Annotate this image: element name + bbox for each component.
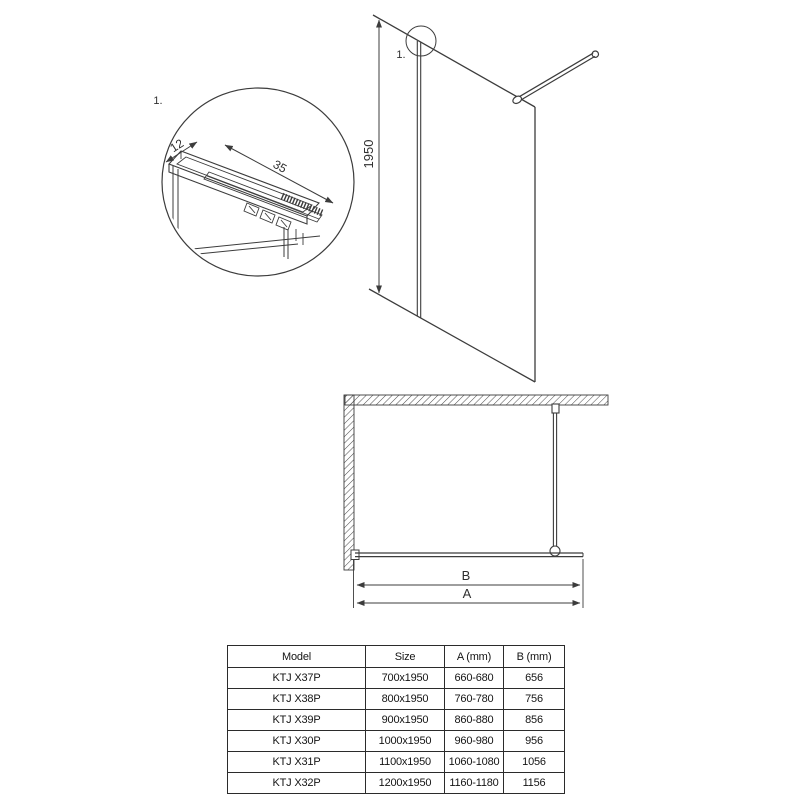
dimension-b-label: B bbox=[461, 568, 471, 583]
profile-width-dimension bbox=[166, 136, 197, 162]
cell-model: KTJ X30P bbox=[228, 731, 366, 752]
wall-profile-detail bbox=[169, 151, 322, 259]
cell-size: 800x1950 bbox=[366, 689, 445, 710]
spec-row bbox=[228, 773, 565, 794]
cell-size: 1000x1950 bbox=[366, 731, 445, 752]
spec-row bbox=[228, 668, 565, 689]
cell-model: KTJ X37P bbox=[228, 668, 366, 689]
height-dimension-label: 1950 bbox=[361, 139, 376, 169]
plan-wall-left bbox=[344, 395, 354, 570]
front-callout-label: 1. bbox=[396, 49, 406, 61]
detail-callout-view bbox=[153, 88, 354, 276]
spec-row bbox=[228, 689, 565, 710]
spec-row bbox=[228, 710, 565, 731]
cell-model: KTJ X31P bbox=[228, 752, 366, 773]
panel-top-edge bbox=[373, 15, 535, 107]
profile-length-label: 35 bbox=[270, 157, 290, 176]
panel-bottom-edge bbox=[369, 289, 535, 382]
cell-b-mm: 1156 bbox=[504, 773, 565, 794]
support-bar-end-cap bbox=[592, 51, 598, 57]
spec-table bbox=[227, 645, 565, 794]
header-b-mm: B (mm) bbox=[504, 646, 565, 668]
header-model: Model bbox=[228, 646, 366, 668]
cell-b-mm: 756 bbox=[504, 689, 565, 710]
detail-callout-label: 1. bbox=[153, 95, 163, 107]
spec-table-body bbox=[228, 668, 565, 794]
plan-glass-panel bbox=[351, 550, 583, 560]
header-a-mm: A (mm) bbox=[445, 646, 504, 668]
cell-size: 1100x1950 bbox=[366, 752, 445, 773]
plan-support-bar bbox=[550, 404, 560, 556]
cell-a-mm: 1060-1080 bbox=[445, 752, 504, 773]
cell-model: KTJ X32P bbox=[228, 773, 366, 794]
spec-row bbox=[228, 731, 565, 752]
toothed-strip bbox=[282, 196, 322, 213]
glass-panel-outline bbox=[369, 15, 535, 382]
plan-wall-top bbox=[345, 395, 608, 405]
plan-panel-wall-bracket bbox=[351, 550, 359, 560]
front-view bbox=[361, 15, 599, 382]
cell-a-mm: 760-780 bbox=[445, 689, 504, 710]
cell-a-mm: 1160-1180 bbox=[445, 773, 504, 794]
height-dimension bbox=[361, 20, 379, 293]
cell-a-mm: 660-680 bbox=[445, 668, 504, 689]
plan-bar-wall-bracket bbox=[552, 404, 559, 413]
cell-a-mm: 960-980 bbox=[445, 731, 504, 752]
support-bar bbox=[512, 51, 599, 105]
dimension-a-label: A bbox=[462, 586, 472, 601]
header-size: Size bbox=[366, 646, 445, 668]
cell-b-mm: 1056 bbox=[504, 752, 565, 773]
cell-size: 900x1950 bbox=[366, 710, 445, 731]
cell-model: KTJ X38P bbox=[228, 689, 366, 710]
plan-view bbox=[344, 395, 608, 608]
cell-b-mm: 856 bbox=[504, 710, 565, 731]
plan-bar-fitting bbox=[550, 546, 560, 556]
dimension-b bbox=[357, 568, 580, 585]
spec-row bbox=[228, 752, 565, 773]
cell-b-mm: 656 bbox=[504, 668, 565, 689]
spec-header-row bbox=[228, 646, 565, 668]
cell-size: 700x1950 bbox=[366, 668, 445, 689]
cell-size: 1200x1950 bbox=[366, 773, 445, 794]
cell-a-mm: 860-880 bbox=[445, 710, 504, 731]
cell-b-mm: 956 bbox=[504, 731, 565, 752]
profile-width-label: 12 bbox=[167, 136, 187, 156]
cell-model: KTJ X39P bbox=[228, 710, 366, 731]
dimension-a bbox=[357, 586, 580, 603]
